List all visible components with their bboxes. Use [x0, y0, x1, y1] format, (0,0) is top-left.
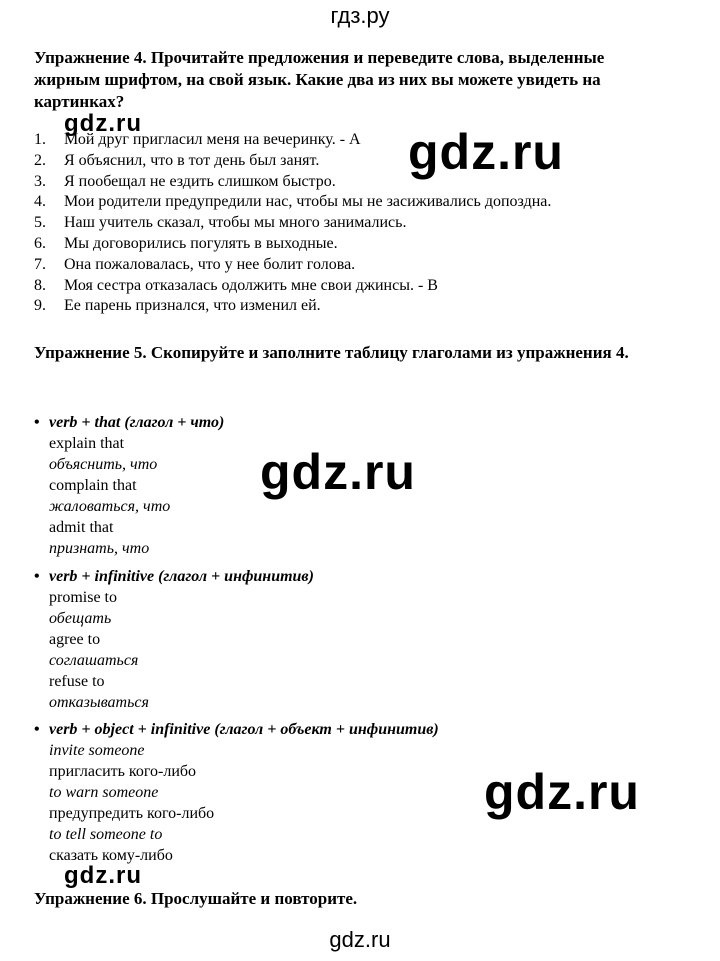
- bullet-icon: •: [34, 414, 40, 431]
- list-item: 2. Я объяснил, что в тот день был занят.: [34, 151, 320, 169]
- verb-phrase-ru: признать, что: [49, 540, 150, 557]
- list-item: 4. Мои родители предупредили нас, чтобы мы не засиживались допоздна.: [34, 193, 552, 211]
- verb-phrase-en: complain that: [49, 477, 137, 494]
- verb-phrase-ru: предупредить кого-либо: [49, 805, 215, 822]
- group-title: • verb + that (глагол + что): [34, 414, 225, 431]
- watermark-big-low: gdz.ru: [484, 764, 640, 820]
- list-item: 9. Ее парень признался, что изменил ей.: [34, 297, 321, 315]
- list-item: 3. Я пообещал не ездить слишком быстро.: [34, 172, 336, 190]
- verb-infinitive-group: [34, 566, 314, 713]
- exercise-6-heading: Упражнение 6. Прослушайте и повторите.: [34, 889, 358, 908]
- list-item: 8. Моя сестра отказалась одолжить мне свои джинсы. - B: [34, 276, 438, 294]
- verb-that-group: [34, 412, 224, 559]
- verb-phrase-en: promise to: [49, 589, 117, 606]
- site-header[interactable]: гдз.ру: [330, 3, 390, 28]
- verb-phrase-ru: обещать: [49, 610, 112, 627]
- site-footer[interactable]: gdz.ru: [329, 927, 391, 952]
- verb-phrase-ru: соглашаться: [49, 652, 139, 669]
- verb-phrase-ru: пригласить кого-либо: [49, 763, 197, 780]
- watermark-small-low: gdz.ru: [64, 862, 142, 889]
- watermark-big-mid: gdz.ru: [260, 444, 416, 500]
- verb-phrase-en: admit that: [49, 519, 114, 536]
- verb-phrase-en: to warn someone: [49, 784, 159, 801]
- verb-phrase-ru: объяснить, что: [49, 456, 158, 473]
- list-item: 1. Мой друг пригласил меня на вечеринку. - A: [34, 131, 361, 148]
- group-title: • verb + object + infinitive (глагол + объект + инфинитив): [34, 721, 439, 738]
- verb-phrase-en: refuse to: [49, 673, 105, 690]
- verb-phrase-en: explain that: [49, 435, 125, 452]
- verb-phrase-ru: отказываться: [49, 694, 149, 711]
- exercise-4-heading: Упражнение 4. Прочитайте предложения и переведите слова, выделенные жирным шрифтом, на свой язык. Какие два из них вы можете увидеть на картинках?: [34, 48, 605, 111]
- verb-phrase-en: agree to: [49, 631, 101, 648]
- verb-phrase-ru: жаловаться, что: [49, 498, 171, 515]
- verb-object-infinitive-group: [34, 719, 439, 866]
- list-item: 6. Мы договорились погулять в выходные.: [34, 234, 338, 252]
- group-title: • verb + infinitive (глагол + инфинитив): [34, 568, 314, 585]
- verb-phrase-ru: сказать кому-либо: [49, 847, 173, 864]
- watermark-big-top: gdz.ru: [408, 124, 564, 180]
- bullet-icon: •: [34, 568, 40, 585]
- list-item: 5. Наш учитель сказал, чтобы мы много занимались.: [34, 214, 407, 232]
- bullet-icon: •: [34, 721, 40, 738]
- verb-phrase-en: to tell someone to: [49, 826, 163, 843]
- watermark-small-top: gdz.ru: [64, 110, 142, 137]
- verb-phrase-en: invite someone: [49, 742, 145, 759]
- list-item: 7. Она пожаловалась, что у нее болит голова.: [34, 255, 356, 273]
- exercise-5-heading: Упражнение 5. Скопируйте и заполните таблицу глаголами из упражнения 4.: [34, 343, 629, 362]
